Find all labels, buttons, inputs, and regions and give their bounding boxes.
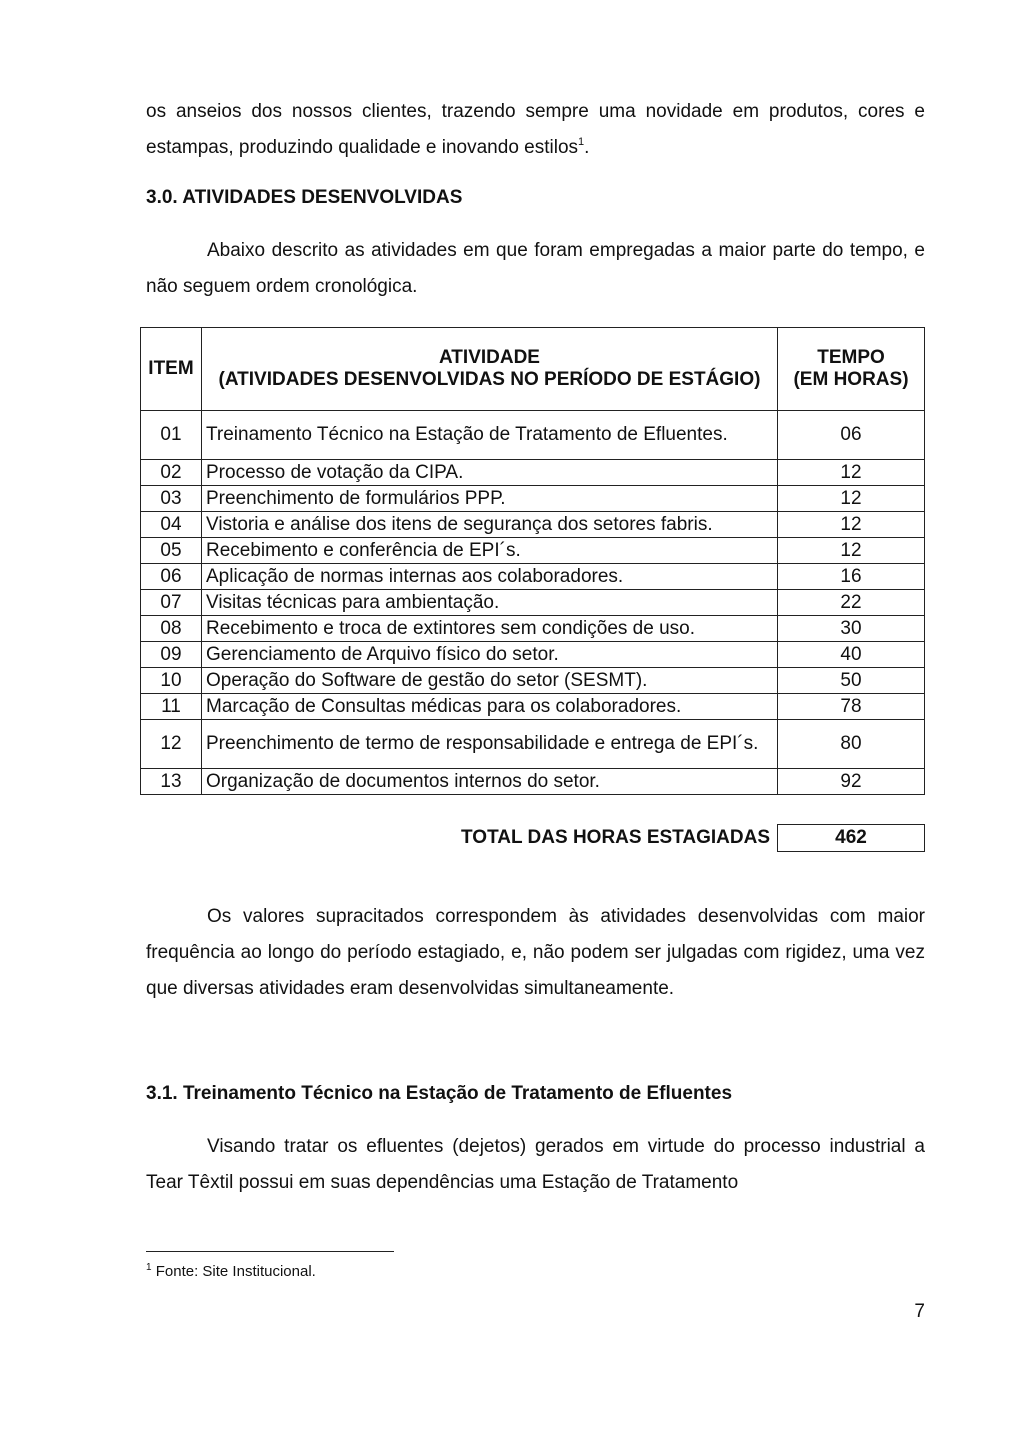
row-hours: 78 [778, 694, 925, 720]
after-table-paragraph: Os valores supracitados correspondem às atividades desenvolvidas com maior frequência ao longo do período estagiado, e, não podem ser julgadas com rigidez, uma vez que diversas atividades eram desenvolvidas simultaneamente. [146, 906, 925, 999]
row-item: 12 [141, 720, 202, 769]
header-activity [202, 328, 778, 411]
row-activity: Recebimento e conferência de EPI´s. [202, 538, 778, 564]
section-3-1-paragraph: Visando tratar os efluentes (dejetos) gerados em virtude do processo industrial a Tear Têxtil possui em suas dependências uma Estação de Tratamento [146, 1136, 925, 1193]
row-activity: Marcação de Consultas médicas para os colaboradores. [202, 694, 778, 720]
table-row [141, 512, 925, 538]
intro-end: . [584, 137, 590, 158]
row-activity: Organização de documentos internos do setor. [202, 769, 778, 795]
row-activity: Operação do Software de gestão do setor (SESMT). [202, 668, 778, 694]
section-heading-3-0: 3.0. ATIVIDADES DESENVOLVIDAS [146, 187, 463, 208]
table-row [141, 668, 925, 694]
table-row [141, 694, 925, 720]
row-item: 11 [141, 694, 202, 720]
header-activity-title: ATIVIDADE [439, 347, 540, 368]
section-3-0-paragraph: Abaixo descrito as atividades em que foram empregadas a maior parte do tempo, e não seguem ordem cronológica. [146, 240, 925, 297]
intro-paragraph [146, 94, 925, 166]
header-time-title: TEMPO [817, 347, 885, 368]
row-item: 10 [141, 668, 202, 694]
row-hours: 12 [778, 538, 925, 564]
row-hours: 30 [778, 616, 925, 642]
header-item: ITEM [141, 328, 202, 411]
footnote-reference: 1 [578, 136, 585, 148]
row-activity: Preenchimento de termo de responsabilidade e entrega de EPI´s. [202, 720, 778, 769]
footnote-text: Fonte: Site Institucional. [151, 1263, 316, 1280]
footnote [146, 1262, 316, 1282]
row-activity: Preenchimento de formulários PPP. [202, 486, 778, 512]
row-hours: 40 [778, 642, 925, 668]
row-hours: 16 [778, 564, 925, 590]
table-row [141, 486, 925, 512]
row-item: 13 [141, 769, 202, 795]
table-header-row [141, 328, 925, 411]
header-time-unit: (EM HORAS) [793, 369, 909, 390]
table-row [141, 769, 925, 795]
table-row [141, 720, 925, 769]
table-row [141, 616, 925, 642]
table-row [141, 538, 925, 564]
table-row [141, 590, 925, 616]
header-time [778, 328, 925, 411]
row-activity: Gerenciamento de Arquivo físico do setor. [202, 642, 778, 668]
row-item: 01 [141, 411, 202, 460]
row-item: 08 [141, 616, 202, 642]
row-activity: Processo de votação da CIPA. [202, 460, 778, 486]
intro-text: os anseios dos nossos clientes, trazendo sempre uma novidade em produtos, cores e estampas, produzindo qualidade e inovando estilos [146, 101, 925, 158]
row-item: 05 [141, 538, 202, 564]
footnote-divider [146, 1251, 394, 1252]
section-heading-3-1: 3.1. Treinamento Técnico na Estação de Tratamento de Efluentes [146, 1083, 733, 1104]
row-hours: 22 [778, 590, 925, 616]
table-row [141, 642, 925, 668]
row-activity: Recebimento e troca de extintores sem condições de uso. [202, 616, 778, 642]
total-hours-label: TOTAL DAS HORAS ESTAGIADAS [461, 827, 770, 848]
row-activity: Aplicação de normas internas aos colaboradores. [202, 564, 778, 590]
row-hours: 92 [778, 769, 925, 795]
row-hours: 50 [778, 668, 925, 694]
total-hours-value: 462 [777, 824, 925, 852]
header-activity-subtitle: (ATIVIDADES DESENVOLVIDAS NO PERÍODO DE ESTÁGIO) [218, 369, 761, 390]
page-number: 7 [914, 1301, 925, 1322]
row-activity: Visitas técnicas para ambientação. [202, 590, 778, 616]
row-hours: 12 [778, 486, 925, 512]
row-hours: 80 [778, 720, 925, 769]
table-row [141, 460, 925, 486]
row-hours: 12 [778, 460, 925, 486]
row-item: 07 [141, 590, 202, 616]
activities-table [140, 327, 925, 795]
row-item: 09 [141, 642, 202, 668]
row-item: 04 [141, 512, 202, 538]
row-item: 02 [141, 460, 202, 486]
row-hours: 06 [778, 411, 925, 460]
row-item: 06 [141, 564, 202, 590]
row-activity: Treinamento Técnico na Estação de Tratamento de Efluentes. [202, 411, 778, 460]
table-row [141, 411, 925, 460]
table-row [141, 564, 925, 590]
row-activity: Vistoria e análise dos itens de segurança dos setores fabris. [202, 512, 778, 538]
row-hours: 12 [778, 512, 925, 538]
row-item: 03 [141, 486, 202, 512]
footnote-number: 1 [146, 1262, 152, 1273]
